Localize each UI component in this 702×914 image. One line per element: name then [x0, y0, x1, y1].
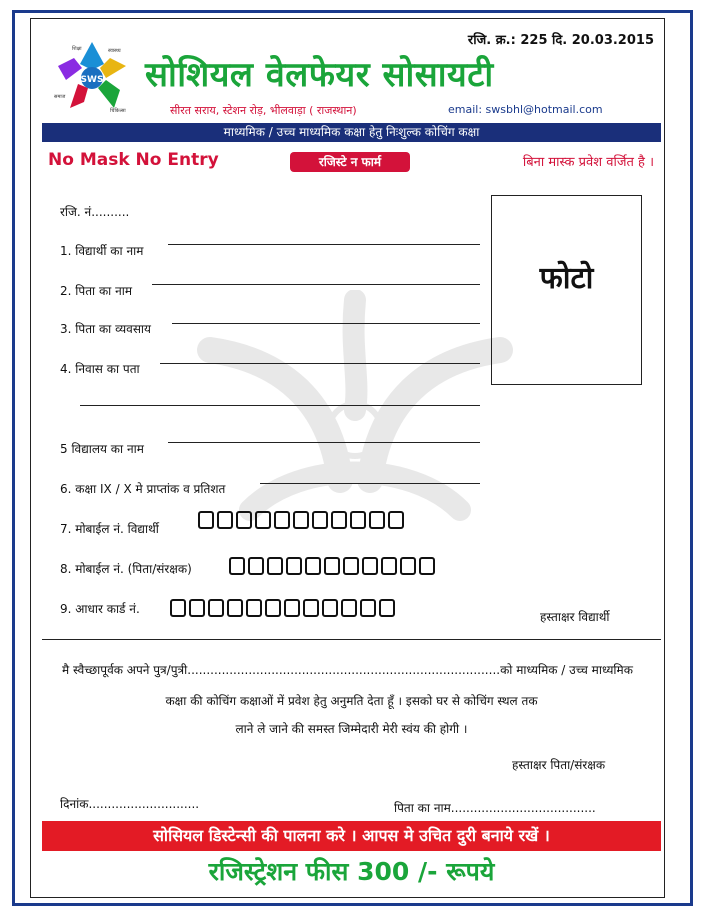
digit-box[interactable]: [236, 511, 252, 529]
declaration-line-1-start: मै स्वैच्छापूर्वक अपने पुत्र/पुत्री: [62, 663, 188, 677]
digit-box[interactable]: [381, 557, 397, 575]
address-line-2[interactable]: [80, 405, 480, 406]
mobile-guardian-label: 8. मोबाईल नं. (पिता/संरक्षक): [60, 562, 192, 576]
watermark-stroke: [250, 473, 460, 511]
guardian-signature-label: हस्ताक्षर पिता/संरक्षक: [512, 758, 606, 772]
digit-box[interactable]: [400, 557, 416, 575]
digit-box[interactable]: [388, 511, 404, 529]
declaration-line-3: लाने ले जाने की समस्त जिम्मेदारी मेरी स्वंय की होगी ।: [235, 722, 468, 736]
logo-petal: [58, 58, 82, 80]
digit-box[interactable]: [265, 599, 281, 617]
society-logo: [52, 36, 132, 116]
logo-petal: [70, 84, 88, 108]
address-line-1[interactable]: [160, 363, 480, 364]
logo-word: शिक्षा: [72, 46, 82, 52]
digit-box[interactable]: [341, 599, 357, 617]
digit-box[interactable]: [303, 599, 319, 617]
digit-box[interactable]: [419, 557, 435, 575]
marks-label: 6. कक्षा IX / X मे प्राप्तांक व प्रतिशत: [60, 482, 226, 496]
digit-box[interactable]: [379, 599, 395, 617]
logo-word: समाज: [54, 94, 66, 100]
logo-word: चिकित्सा: [110, 108, 126, 114]
registration-form-badge: रजिस्टे न फार्म: [290, 152, 410, 172]
photo-label: फोटो: [539, 261, 594, 296]
digit-box[interactable]: [286, 557, 302, 575]
school-name-line[interactable]: [168, 442, 480, 443]
father-occupation-line[interactable]: [172, 323, 480, 324]
digit-box[interactable]: [217, 511, 233, 529]
aadhaar-boxes[interactable]: [170, 599, 398, 617]
registration-fee: रजिस्ट्रेशन फीस 300 /- रूपये: [208, 857, 495, 886]
logo-word: स्वास्थ्य: [108, 48, 121, 54]
student-name-label: 1. विद्यार्थी का नाम: [60, 244, 144, 258]
digit-box[interactable]: [284, 599, 300, 617]
digit-box[interactable]: [305, 557, 321, 575]
mobile-student-label: 7. मोबाईल नं. विद्यार्थी: [60, 522, 159, 536]
declaration-line-1-end: को माध्यमिक / उच्च माध्यमिक: [500, 663, 633, 677]
digit-box[interactable]: [229, 557, 245, 575]
society-email: email: swsbhl@hotmail.com: [448, 103, 603, 116]
student-signature-label: हस्ताक्षर विद्यार्थी: [540, 610, 610, 624]
aadhaar-label: 9. आधार कार्ड नं.: [60, 602, 140, 616]
logo-text: SWS: [80, 75, 104, 85]
digit-box[interactable]: [343, 557, 359, 575]
watermark-logo: [190, 290, 520, 530]
address-label: 4. निवास का पता: [60, 362, 140, 376]
digit-box[interactable]: [350, 511, 366, 529]
declaration-line-2: कक्षा की कोचिंग कक्षाओं में प्रवेश हेतु अनुमति देता हूँ । इसको घर से कोचिंग स्थल तक: [165, 694, 538, 708]
society-address: सीरत सराय, स्टेशन रोड़, भीलवाड़ा ( राजस्थान): [170, 104, 357, 117]
digit-box[interactable]: [227, 599, 243, 617]
watermark-stroke: [354, 300, 357, 410]
digit-box[interactable]: [189, 599, 205, 617]
digit-box[interactable]: [369, 511, 385, 529]
watermark-stroke: [370, 350, 500, 480]
digit-box[interactable]: [312, 511, 328, 529]
reg-no-label: रजि. नं..........: [60, 205, 130, 219]
photo-box: [491, 195, 642, 385]
digit-box[interactable]: [322, 599, 338, 617]
digit-box[interactable]: [274, 511, 290, 529]
digit-box[interactable]: [267, 557, 283, 575]
digit-box[interactable]: [170, 599, 186, 617]
digit-box[interactable]: [360, 599, 376, 617]
mobile-student-boxes[interactable]: [198, 511, 407, 529]
digit-box[interactable]: [248, 557, 264, 575]
logo-petal: [80, 42, 104, 70]
declaration-child-name-dots[interactable]: ..................................................................................: [187, 663, 501, 677]
mobile-guardian-boxes[interactable]: [229, 557, 438, 575]
digit-box[interactable]: [255, 511, 271, 529]
digit-box[interactable]: [208, 599, 224, 617]
digit-box[interactable]: [246, 599, 262, 617]
digit-box[interactable]: [362, 557, 378, 575]
father-name-field[interactable]: पिता का नाम......................................: [394, 801, 596, 815]
student-name-line[interactable]: [168, 244, 480, 245]
digit-box[interactable]: [331, 511, 347, 529]
society-title: सोशियल वेलफेयर सोसायटी: [145, 55, 494, 95]
declaration-line-1: [62, 661, 633, 678]
father-name-line[interactable]: [152, 284, 480, 285]
father-name-label: 2. पिता का नाम: [60, 284, 133, 298]
logo-petal: [100, 58, 126, 78]
social-distance-notice: सोसियल डिस्टेन्सी की पालना करे । आपस मे उचित दुरी बनाये रखें ।: [42, 821, 661, 851]
section-divider: [42, 639, 661, 640]
digit-box[interactable]: [198, 511, 214, 529]
digit-box[interactable]: [293, 511, 309, 529]
digit-box[interactable]: [324, 557, 340, 575]
coaching-banner: माध्यमिक / उच्च माध्यमिक कक्षा हेतु निःशुल्क कोचिंग कक्षा: [42, 123, 661, 142]
marks-line[interactable]: [260, 483, 480, 484]
no-mask-notice: No Mask No Entry: [48, 150, 219, 170]
mask-required-notice: बिना मास्क प्रवेश वर्जित है ।: [522, 155, 654, 170]
registration-number: रजि. क्र.: 225 दि. 20.03.2015: [467, 33, 654, 48]
watermark-stroke: [210, 350, 340, 480]
father-occupation-label: 3. पिता का व्यवसाय: [60, 322, 152, 336]
date-field[interactable]: दिनांक.............................: [60, 797, 200, 811]
school-name-label: 5 विद्यालय का नाम: [60, 442, 144, 456]
